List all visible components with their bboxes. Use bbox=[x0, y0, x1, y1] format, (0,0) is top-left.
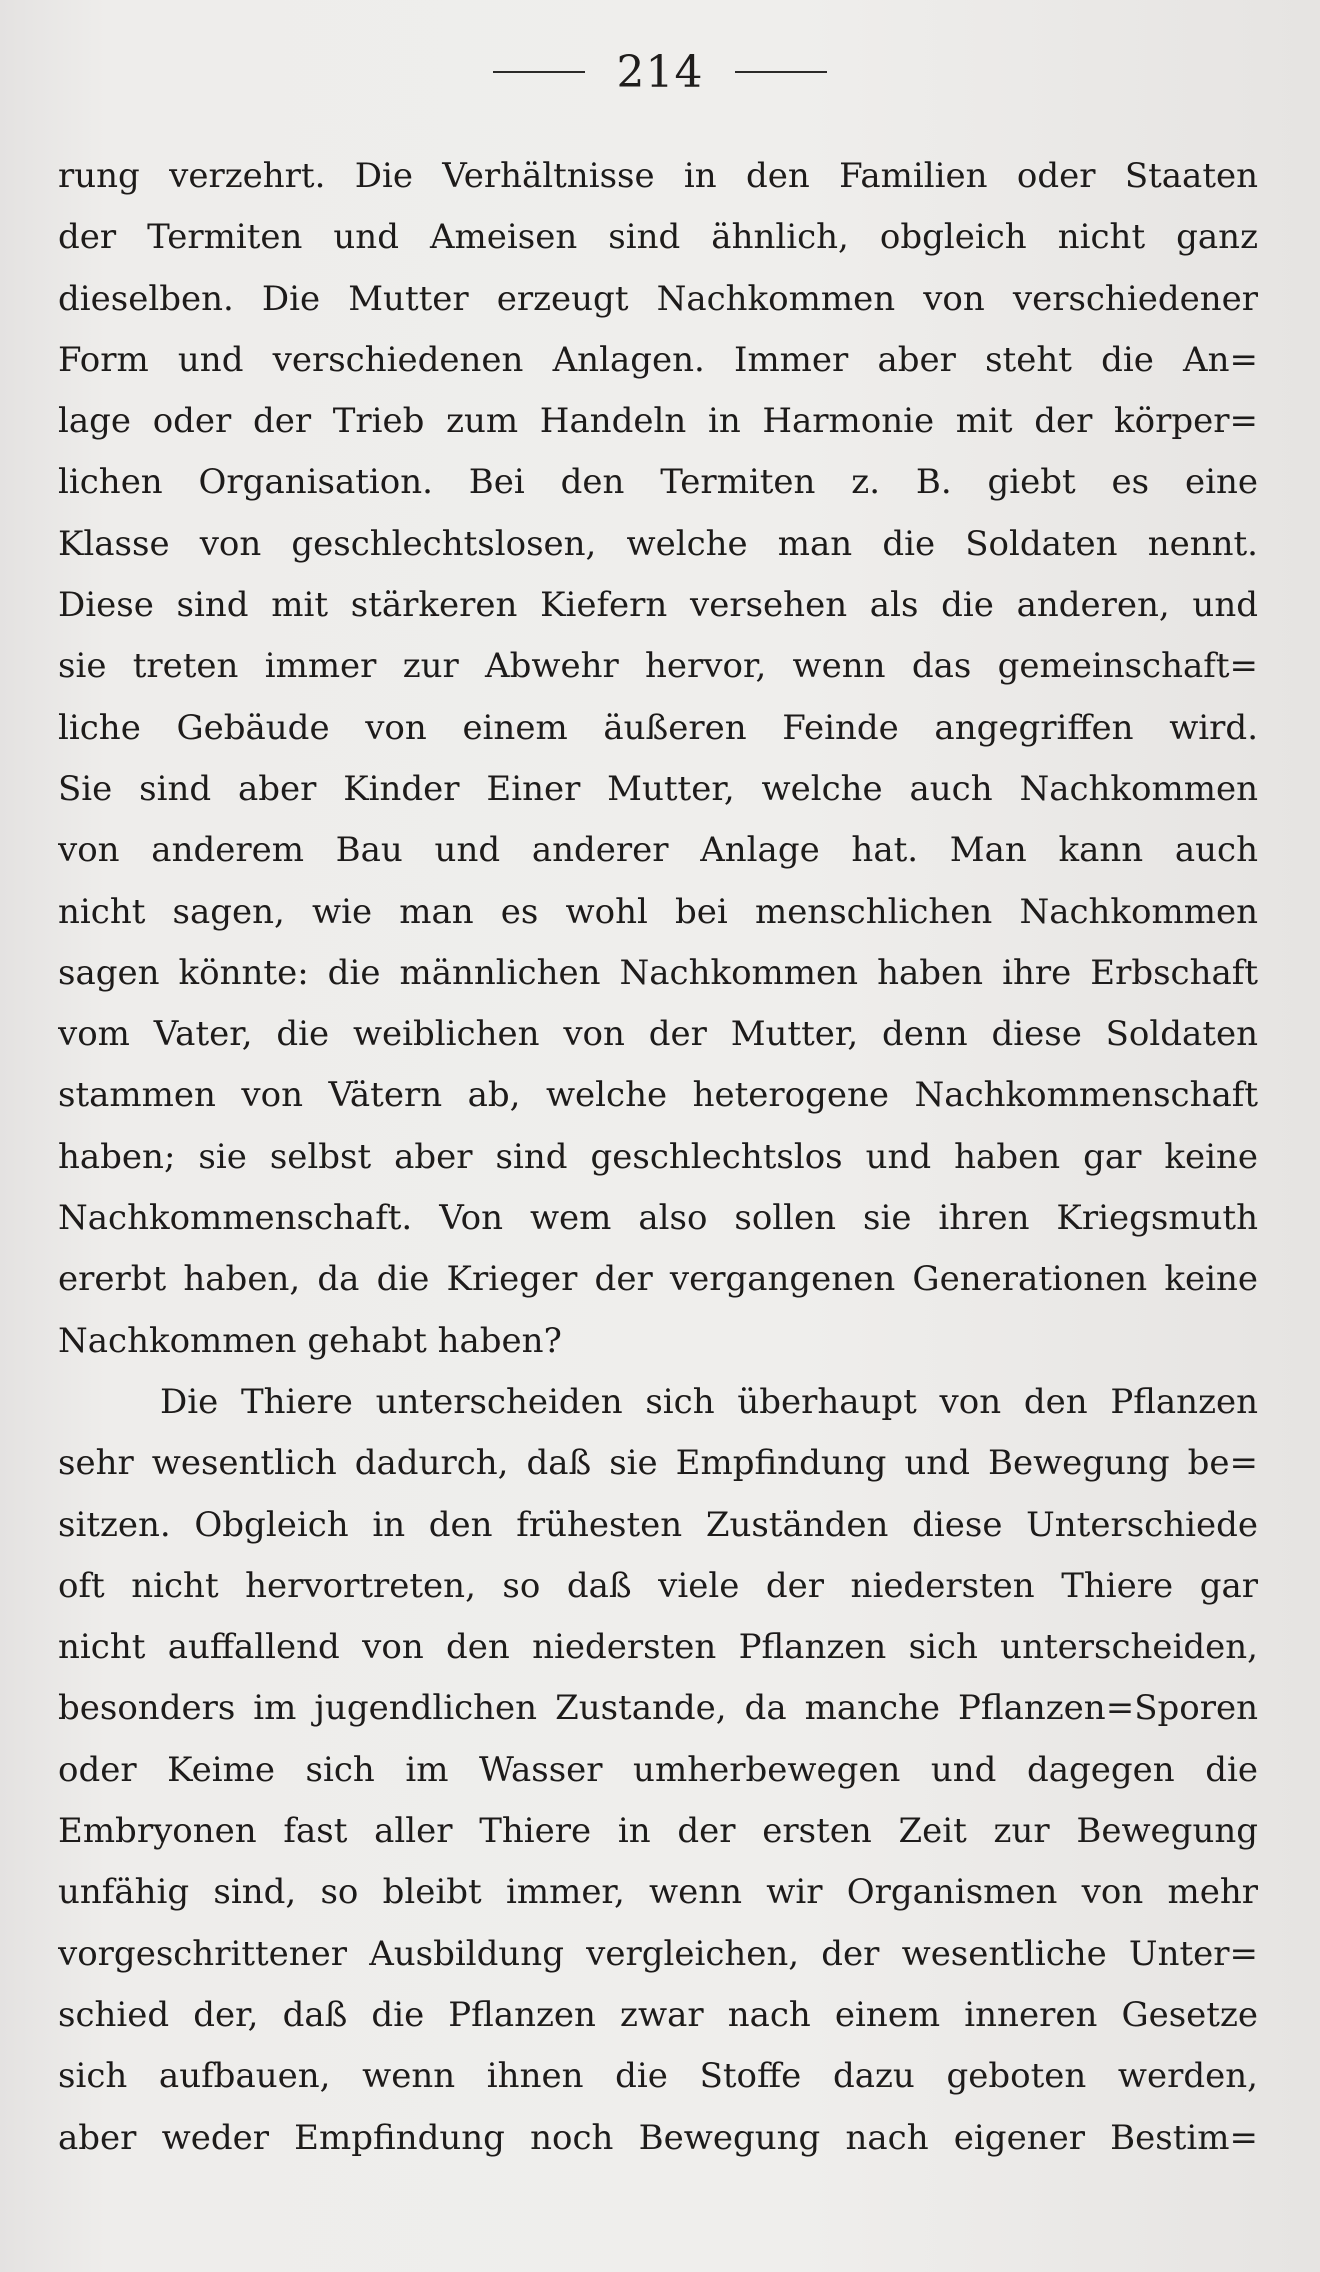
text-line: sagen könnte: die männlichen Nachkommen haben ihre Erbschaft bbox=[58, 952, 1258, 993]
text-line: ererbt haben, da die Krieger der vergangenen Generationen keine bbox=[58, 1259, 1258, 1300]
header-rule-right bbox=[735, 71, 827, 73]
text-line: sitzen. Obgleich in den frühesten Zuständen diese Unterschiede bbox=[58, 1504, 1258, 1545]
text-line: Klasse von geschlechtslosen, welche man die Soldaten nennt. bbox=[58, 523, 1258, 564]
header-rule-left bbox=[493, 71, 585, 73]
text-line: lichen Organisation. Bei den Termiten z. B. giebt es eine bbox=[58, 462, 1258, 503]
text-line: Embryonen fast aller Thiere in der ersten Zeit zur Bewegung bbox=[58, 1811, 1258, 1852]
text-line: Nachkommenschaft. Von wem also sollen sie ihren Kriegsmuth bbox=[58, 1198, 1258, 1239]
text-line: stammen von Vätern ab, welche heterogene Nachkommenschaft bbox=[58, 1075, 1258, 1116]
text-line: Form und verschiedenen Anlagen. Immer aber steht die An= bbox=[58, 339, 1258, 380]
text-line: sie treten immer zur Abwehr hervor, wenn das gemeinschaft= bbox=[58, 646, 1258, 687]
text-line: schied der, daß die Pflanzen zwar nach einem inneren Gesetze bbox=[58, 1994, 1258, 2035]
text-line: haben; sie selbst aber sind geschlechtslos und haben gar keine bbox=[58, 1136, 1258, 1177]
text-line: der Termiten und Ameisen sind ähnlich, obgleich nicht ganz bbox=[58, 217, 1258, 258]
text-line: von anderem Bau und anderer Anlage hat. Man kann auch bbox=[58, 830, 1258, 871]
text-line: dieselben. Die Mutter erzeugt Nachkommen von verschiedener bbox=[58, 278, 1258, 319]
text-line: rung verzehrt. Die Verhältnisse in den Familien oder Staaten bbox=[58, 156, 1258, 196]
text-line: oft nicht hervortreten, so daß viele der niedersten Thiere gar bbox=[58, 1565, 1258, 1606]
text-line: aber weder Empfindung noch Bewegung nach eigener Bestim= bbox=[58, 2117, 1258, 2158]
text-line: liche Gebäude von einem äußeren Feinde angegriffen wird. bbox=[58, 707, 1258, 748]
text-line: Die Thiere unterscheiden sich überhaupt von den Pflanzen bbox=[160, 1381, 1258, 1422]
text-line: sich aufbauen, wenn ihnen die Stoffe dazu geboten werden, bbox=[58, 2056, 1258, 2097]
text-line: nicht sagen, wie man es wohl bei menschlichen Nachkommen bbox=[58, 891, 1258, 932]
text-line: Sie sind aber Kinder Einer Mutter, welche auch Nachkommen bbox=[58, 768, 1258, 809]
body-text bbox=[58, 146, 1258, 2169]
text-line: nicht auffallend von den niedersten Pflanzen sich unterscheiden, bbox=[58, 1627, 1258, 1668]
text-line: unfähig sind, so bleibt immer, wenn wir Organismen von mehr bbox=[58, 1872, 1258, 1913]
page-header bbox=[0, 44, 1320, 100]
text-line: lage oder der Trieb zum Handeln in Harmonie mit der körper= bbox=[58, 401, 1258, 442]
text-line: Diese sind mit stärkeren Kiefern versehen als die anderen, und bbox=[58, 585, 1258, 626]
text-line: vorgeschrittener Ausbildung vergleichen, der wesentliche Unter= bbox=[58, 1933, 1258, 1974]
text-line: besonders im jugendlichen Zustande, da manche Pflanzen=Sporen bbox=[58, 1688, 1258, 1729]
text-line: Nachkommen gehabt haben? bbox=[58, 1320, 562, 1361]
text-line: vom Vater, die weiblichen von der Mutter, denn diese Soldaten bbox=[58, 1014, 1258, 1055]
text-line: sehr wesentlich dadurch, daß sie Empfindung und Bewegung be= bbox=[58, 1443, 1258, 1484]
text-line: oder Keime sich im Wasser umherbewegen und dagegen die bbox=[58, 1749, 1258, 1790]
page-number: 214 bbox=[616, 46, 704, 98]
